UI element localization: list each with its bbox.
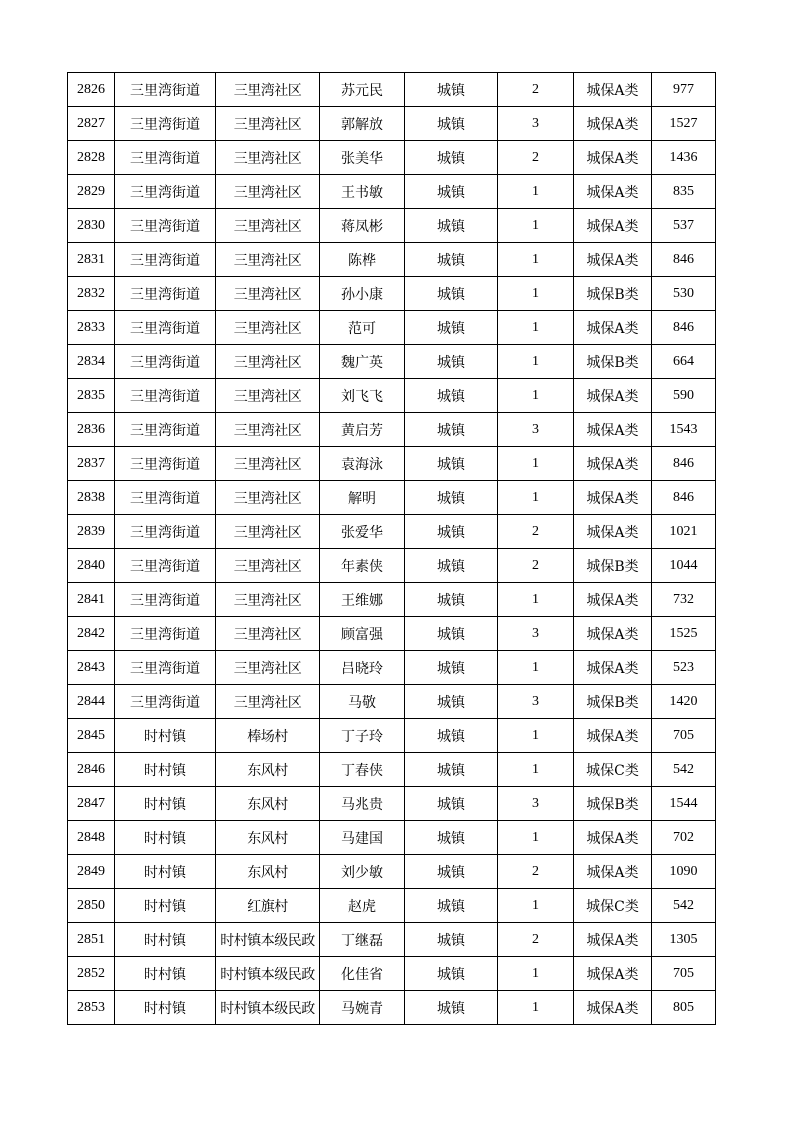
- subdistrict-cell: 三里湾街道: [115, 243, 216, 277]
- name-cell: 吕晓玲: [320, 651, 405, 685]
- name-cell: 马建国: [320, 821, 405, 855]
- household-type-cell: 城镇: [405, 719, 498, 753]
- amount-cell: 1044: [652, 549, 716, 583]
- category-cell: 城保A类: [574, 821, 652, 855]
- community-cell: 三里湾社区: [216, 243, 320, 277]
- subdistrict-cell: 三里湾街道: [115, 413, 216, 447]
- subdistrict-cell: 三里湾街道: [115, 209, 216, 243]
- family-size-cell: 1: [498, 379, 574, 413]
- serial-number-cell: 2835: [68, 379, 115, 413]
- community-cell: 三里湾社区: [216, 685, 320, 719]
- subdistrict-cell: 三里湾街道: [115, 447, 216, 481]
- serial-number-cell: 2827: [68, 107, 115, 141]
- community-cell: 三里湾社区: [216, 481, 320, 515]
- amount-cell: 1305: [652, 923, 716, 957]
- serial-number-cell: 2850: [68, 889, 115, 923]
- name-cell: 张爱华: [320, 515, 405, 549]
- name-cell: 赵虎: [320, 889, 405, 923]
- community-cell: 东风村: [216, 753, 320, 787]
- name-cell: 蒋凤彬: [320, 209, 405, 243]
- family-size-cell: 1: [498, 583, 574, 617]
- serial-number-cell: 2844: [68, 685, 115, 719]
- name-cell: 马敬: [320, 685, 405, 719]
- category-cell: 城保A类: [574, 447, 652, 481]
- table-row: [68, 549, 716, 583]
- amount-cell: 1525: [652, 617, 716, 651]
- community-cell: 三里湾社区: [216, 175, 320, 209]
- name-cell: 孙小康: [320, 277, 405, 311]
- amount-cell: 530: [652, 277, 716, 311]
- name-cell: 陈桦: [320, 243, 405, 277]
- table-row: [68, 73, 716, 107]
- family-size-cell: 1: [498, 209, 574, 243]
- family-size-cell: 1: [498, 821, 574, 855]
- household-type-cell: 城镇: [405, 379, 498, 413]
- amount-cell: 705: [652, 719, 716, 753]
- community-cell: 三里湾社区: [216, 413, 320, 447]
- subdistrict-cell: 时村镇: [115, 753, 216, 787]
- household-type-cell: 城镇: [405, 481, 498, 515]
- household-type-cell: 城镇: [405, 787, 498, 821]
- name-cell: 郭解放: [320, 107, 405, 141]
- table-row: [68, 583, 716, 617]
- subdistrict-cell: 三里湾街道: [115, 481, 216, 515]
- name-cell: 丁春侠: [320, 753, 405, 787]
- amount-cell: 846: [652, 311, 716, 345]
- family-size-cell: 2: [498, 141, 574, 175]
- serial-number-cell: 2848: [68, 821, 115, 855]
- amount-cell: 702: [652, 821, 716, 855]
- serial-number-cell: 2842: [68, 617, 115, 651]
- community-cell: 三里湾社区: [216, 447, 320, 481]
- family-size-cell: 2: [498, 549, 574, 583]
- household-type-cell: 城镇: [405, 685, 498, 719]
- table-row: [68, 855, 716, 889]
- amount-cell: 1090: [652, 855, 716, 889]
- family-size-cell: 3: [498, 107, 574, 141]
- name-cell: 王书敏: [320, 175, 405, 209]
- serial-number-cell: 2851: [68, 923, 115, 957]
- household-type-cell: 城镇: [405, 243, 498, 277]
- household-type-cell: 城镇: [405, 651, 498, 685]
- family-size-cell: 3: [498, 685, 574, 719]
- family-size-cell: 3: [498, 617, 574, 651]
- serial-number-cell: 2841: [68, 583, 115, 617]
- community-cell: 三里湾社区: [216, 277, 320, 311]
- community-cell: 三里湾社区: [216, 107, 320, 141]
- table-row: [68, 685, 716, 719]
- community-cell: 三里湾社区: [216, 209, 320, 243]
- table-row: [68, 889, 716, 923]
- amount-cell: 664: [652, 345, 716, 379]
- serial-number-cell: 2839: [68, 515, 115, 549]
- name-cell: 王维娜: [320, 583, 405, 617]
- family-size-cell: 1: [498, 345, 574, 379]
- household-type-cell: 城镇: [405, 107, 498, 141]
- name-cell: 黄启芳: [320, 413, 405, 447]
- name-cell: 刘少敏: [320, 855, 405, 889]
- subdistrict-cell: 时村镇: [115, 719, 216, 753]
- community-cell: 东风村: [216, 821, 320, 855]
- amount-cell: 1021: [652, 515, 716, 549]
- community-cell: 时村镇本级民政: [216, 991, 320, 1025]
- name-cell: 袁海泳: [320, 447, 405, 481]
- household-type-cell: 城镇: [405, 923, 498, 957]
- amount-cell: 977: [652, 73, 716, 107]
- serial-number-cell: 2829: [68, 175, 115, 209]
- name-cell: 顾富强: [320, 617, 405, 651]
- serial-number-cell: 2832: [68, 277, 115, 311]
- table-row: [68, 379, 716, 413]
- community-cell: 时村镇本级民政: [216, 957, 320, 991]
- table-row: [68, 481, 716, 515]
- table-row: [68, 651, 716, 685]
- family-size-cell: 2: [498, 923, 574, 957]
- category-cell: 城保A类: [574, 719, 652, 753]
- table-body: [68, 73, 716, 1025]
- category-cell: 城保A类: [574, 515, 652, 549]
- serial-number-cell: 2834: [68, 345, 115, 379]
- subdistrict-cell: 三里湾街道: [115, 311, 216, 345]
- family-size-cell: 2: [498, 73, 574, 107]
- serial-number-cell: 2826: [68, 73, 115, 107]
- community-cell: 三里湾社区: [216, 345, 320, 379]
- table-row: [68, 209, 716, 243]
- amount-cell: 705: [652, 957, 716, 991]
- family-size-cell: 1: [498, 175, 574, 209]
- community-cell: 棒场村: [216, 719, 320, 753]
- category-cell: 城保A类: [574, 141, 652, 175]
- household-type-cell: 城镇: [405, 175, 498, 209]
- community-cell: 东风村: [216, 787, 320, 821]
- amount-cell: 537: [652, 209, 716, 243]
- subdistrict-cell: 时村镇: [115, 957, 216, 991]
- table-row: [68, 719, 716, 753]
- serial-number-cell: 2845: [68, 719, 115, 753]
- amount-cell: 1544: [652, 787, 716, 821]
- table-row: [68, 345, 716, 379]
- category-cell: 城保B类: [574, 685, 652, 719]
- name-cell: 解明: [320, 481, 405, 515]
- subdistrict-cell: 三里湾街道: [115, 549, 216, 583]
- category-cell: 城保A类: [574, 73, 652, 107]
- household-type-cell: 城镇: [405, 209, 498, 243]
- household-type-cell: 城镇: [405, 277, 498, 311]
- community-cell: 东风村: [216, 855, 320, 889]
- serial-number-cell: 2840: [68, 549, 115, 583]
- household-type-cell: 城镇: [405, 549, 498, 583]
- family-size-cell: 3: [498, 787, 574, 821]
- community-cell: 三里湾社区: [216, 515, 320, 549]
- serial-number-cell: 2838: [68, 481, 115, 515]
- household-type-cell: 城镇: [405, 583, 498, 617]
- category-cell: 城保A类: [574, 991, 652, 1025]
- community-cell: 时村镇本级民政: [216, 923, 320, 957]
- name-cell: 年素侠: [320, 549, 405, 583]
- category-cell: 城保A类: [574, 651, 652, 685]
- subdistrict-cell: 三里湾街道: [115, 277, 216, 311]
- family-size-cell: 1: [498, 651, 574, 685]
- table-row: [68, 515, 716, 549]
- table-row: [68, 957, 716, 991]
- relief-roster-table: [67, 72, 716, 1025]
- serial-number-cell: 2836: [68, 413, 115, 447]
- subdistrict-cell: 三里湾街道: [115, 379, 216, 413]
- community-cell: 三里湾社区: [216, 549, 320, 583]
- community-cell: 三里湾社区: [216, 583, 320, 617]
- name-cell: 丁继磊: [320, 923, 405, 957]
- subdistrict-cell: 三里湾街道: [115, 107, 216, 141]
- family-size-cell: 1: [498, 243, 574, 277]
- household-type-cell: 城镇: [405, 617, 498, 651]
- family-size-cell: 1: [498, 481, 574, 515]
- category-cell: 城保A类: [574, 413, 652, 447]
- category-cell: 城保A类: [574, 311, 652, 345]
- category-cell: 城保A类: [574, 107, 652, 141]
- category-cell: 城保B类: [574, 277, 652, 311]
- family-size-cell: 1: [498, 991, 574, 1025]
- serial-number-cell: 2849: [68, 855, 115, 889]
- family-size-cell: 2: [498, 855, 574, 889]
- family-size-cell: 1: [498, 277, 574, 311]
- serial-number-cell: 2837: [68, 447, 115, 481]
- name-cell: 苏元民: [320, 73, 405, 107]
- subdistrict-cell: 时村镇: [115, 991, 216, 1025]
- amount-cell: 542: [652, 889, 716, 923]
- subdistrict-cell: 三里湾街道: [115, 515, 216, 549]
- category-cell: 城保A类: [574, 209, 652, 243]
- amount-cell: 1527: [652, 107, 716, 141]
- family-size-cell: 3: [498, 413, 574, 447]
- table-row: [68, 243, 716, 277]
- community-cell: 三里湾社区: [216, 73, 320, 107]
- table-row: [68, 141, 716, 175]
- category-cell: 城保C类: [574, 753, 652, 787]
- category-cell: 城保B类: [574, 345, 652, 379]
- subdistrict-cell: 三里湾街道: [115, 583, 216, 617]
- category-cell: 城保B类: [574, 787, 652, 821]
- table-row: [68, 617, 716, 651]
- table-row: [68, 413, 716, 447]
- community-cell: 三里湾社区: [216, 651, 320, 685]
- amount-cell: 1420: [652, 685, 716, 719]
- household-type-cell: 城镇: [405, 413, 498, 447]
- subdistrict-cell: 时村镇: [115, 821, 216, 855]
- community-cell: 红旗村: [216, 889, 320, 923]
- subdistrict-cell: 时村镇: [115, 855, 216, 889]
- subdistrict-cell: 三里湾街道: [115, 175, 216, 209]
- serial-number-cell: 2833: [68, 311, 115, 345]
- amount-cell: 732: [652, 583, 716, 617]
- serial-number-cell: 2853: [68, 991, 115, 1025]
- family-size-cell: 1: [498, 719, 574, 753]
- community-cell: 三里湾社区: [216, 311, 320, 345]
- household-type-cell: 城镇: [405, 345, 498, 379]
- community-cell: 三里湾社区: [216, 617, 320, 651]
- serial-number-cell: 2847: [68, 787, 115, 821]
- serial-number-cell: 2830: [68, 209, 115, 243]
- household-type-cell: 城镇: [405, 311, 498, 345]
- community-cell: 三里湾社区: [216, 141, 320, 175]
- family-size-cell: 1: [498, 889, 574, 923]
- subdistrict-cell: 三里湾街道: [115, 345, 216, 379]
- category-cell: 城保A类: [574, 175, 652, 209]
- amount-cell: 805: [652, 991, 716, 1025]
- amount-cell: 542: [652, 753, 716, 787]
- category-cell: 城保A类: [574, 617, 652, 651]
- community-cell: 三里湾社区: [216, 379, 320, 413]
- serial-number-cell: 2846: [68, 753, 115, 787]
- amount-cell: 1436: [652, 141, 716, 175]
- household-type-cell: 城镇: [405, 821, 498, 855]
- table-row: [68, 277, 716, 311]
- subdistrict-cell: 三里湾街道: [115, 617, 216, 651]
- table-row: [68, 107, 716, 141]
- serial-number-cell: 2828: [68, 141, 115, 175]
- subdistrict-cell: 时村镇: [115, 923, 216, 957]
- serial-number-cell: 2852: [68, 957, 115, 991]
- household-type-cell: 城镇: [405, 855, 498, 889]
- category-cell: 城保A类: [574, 923, 652, 957]
- household-type-cell: 城镇: [405, 957, 498, 991]
- category-cell: 城保A类: [574, 957, 652, 991]
- name-cell: 马婉青: [320, 991, 405, 1025]
- family-size-cell: 2: [498, 515, 574, 549]
- name-cell: 魏广英: [320, 345, 405, 379]
- household-type-cell: 城镇: [405, 141, 498, 175]
- table-row: [68, 991, 716, 1025]
- amount-cell: 523: [652, 651, 716, 685]
- category-cell: 城保B类: [574, 549, 652, 583]
- amount-cell: 1543: [652, 413, 716, 447]
- family-size-cell: 1: [498, 311, 574, 345]
- category-cell: 城保A类: [574, 379, 652, 413]
- subdistrict-cell: 时村镇: [115, 889, 216, 923]
- amount-cell: 835: [652, 175, 716, 209]
- category-cell: 城保A类: [574, 855, 652, 889]
- category-cell: 城保C类: [574, 889, 652, 923]
- name-cell: 张美华: [320, 141, 405, 175]
- category-cell: 城保A类: [574, 481, 652, 515]
- family-size-cell: 1: [498, 957, 574, 991]
- table-row: [68, 753, 716, 787]
- subdistrict-cell: 时村镇: [115, 787, 216, 821]
- table-row: [68, 311, 716, 345]
- table-row: [68, 447, 716, 481]
- household-type-cell: 城镇: [405, 889, 498, 923]
- amount-cell: 590: [652, 379, 716, 413]
- name-cell: 范可: [320, 311, 405, 345]
- subdistrict-cell: 三里湾街道: [115, 685, 216, 719]
- name-cell: 丁子玲: [320, 719, 405, 753]
- name-cell: 马兆贵: [320, 787, 405, 821]
- subdistrict-cell: 三里湾街道: [115, 651, 216, 685]
- name-cell: 刘飞飞: [320, 379, 405, 413]
- amount-cell: 846: [652, 447, 716, 481]
- amount-cell: 846: [652, 481, 716, 515]
- category-cell: 城保A类: [574, 243, 652, 277]
- table-row: [68, 175, 716, 209]
- category-cell: 城保A类: [574, 583, 652, 617]
- name-cell: 化佳省: [320, 957, 405, 991]
- household-type-cell: 城镇: [405, 73, 498, 107]
- table-row: [68, 923, 716, 957]
- serial-number-cell: 2843: [68, 651, 115, 685]
- table-row: [68, 787, 716, 821]
- subdistrict-cell: 三里湾街道: [115, 73, 216, 107]
- serial-number-cell: 2831: [68, 243, 115, 277]
- household-type-cell: 城镇: [405, 515, 498, 549]
- amount-cell: 846: [652, 243, 716, 277]
- subdistrict-cell: 三里湾街道: [115, 141, 216, 175]
- household-type-cell: 城镇: [405, 753, 498, 787]
- family-size-cell: 1: [498, 447, 574, 481]
- household-type-cell: 城镇: [405, 991, 498, 1025]
- table-row: [68, 821, 716, 855]
- family-size-cell: 1: [498, 753, 574, 787]
- household-type-cell: 城镇: [405, 447, 498, 481]
